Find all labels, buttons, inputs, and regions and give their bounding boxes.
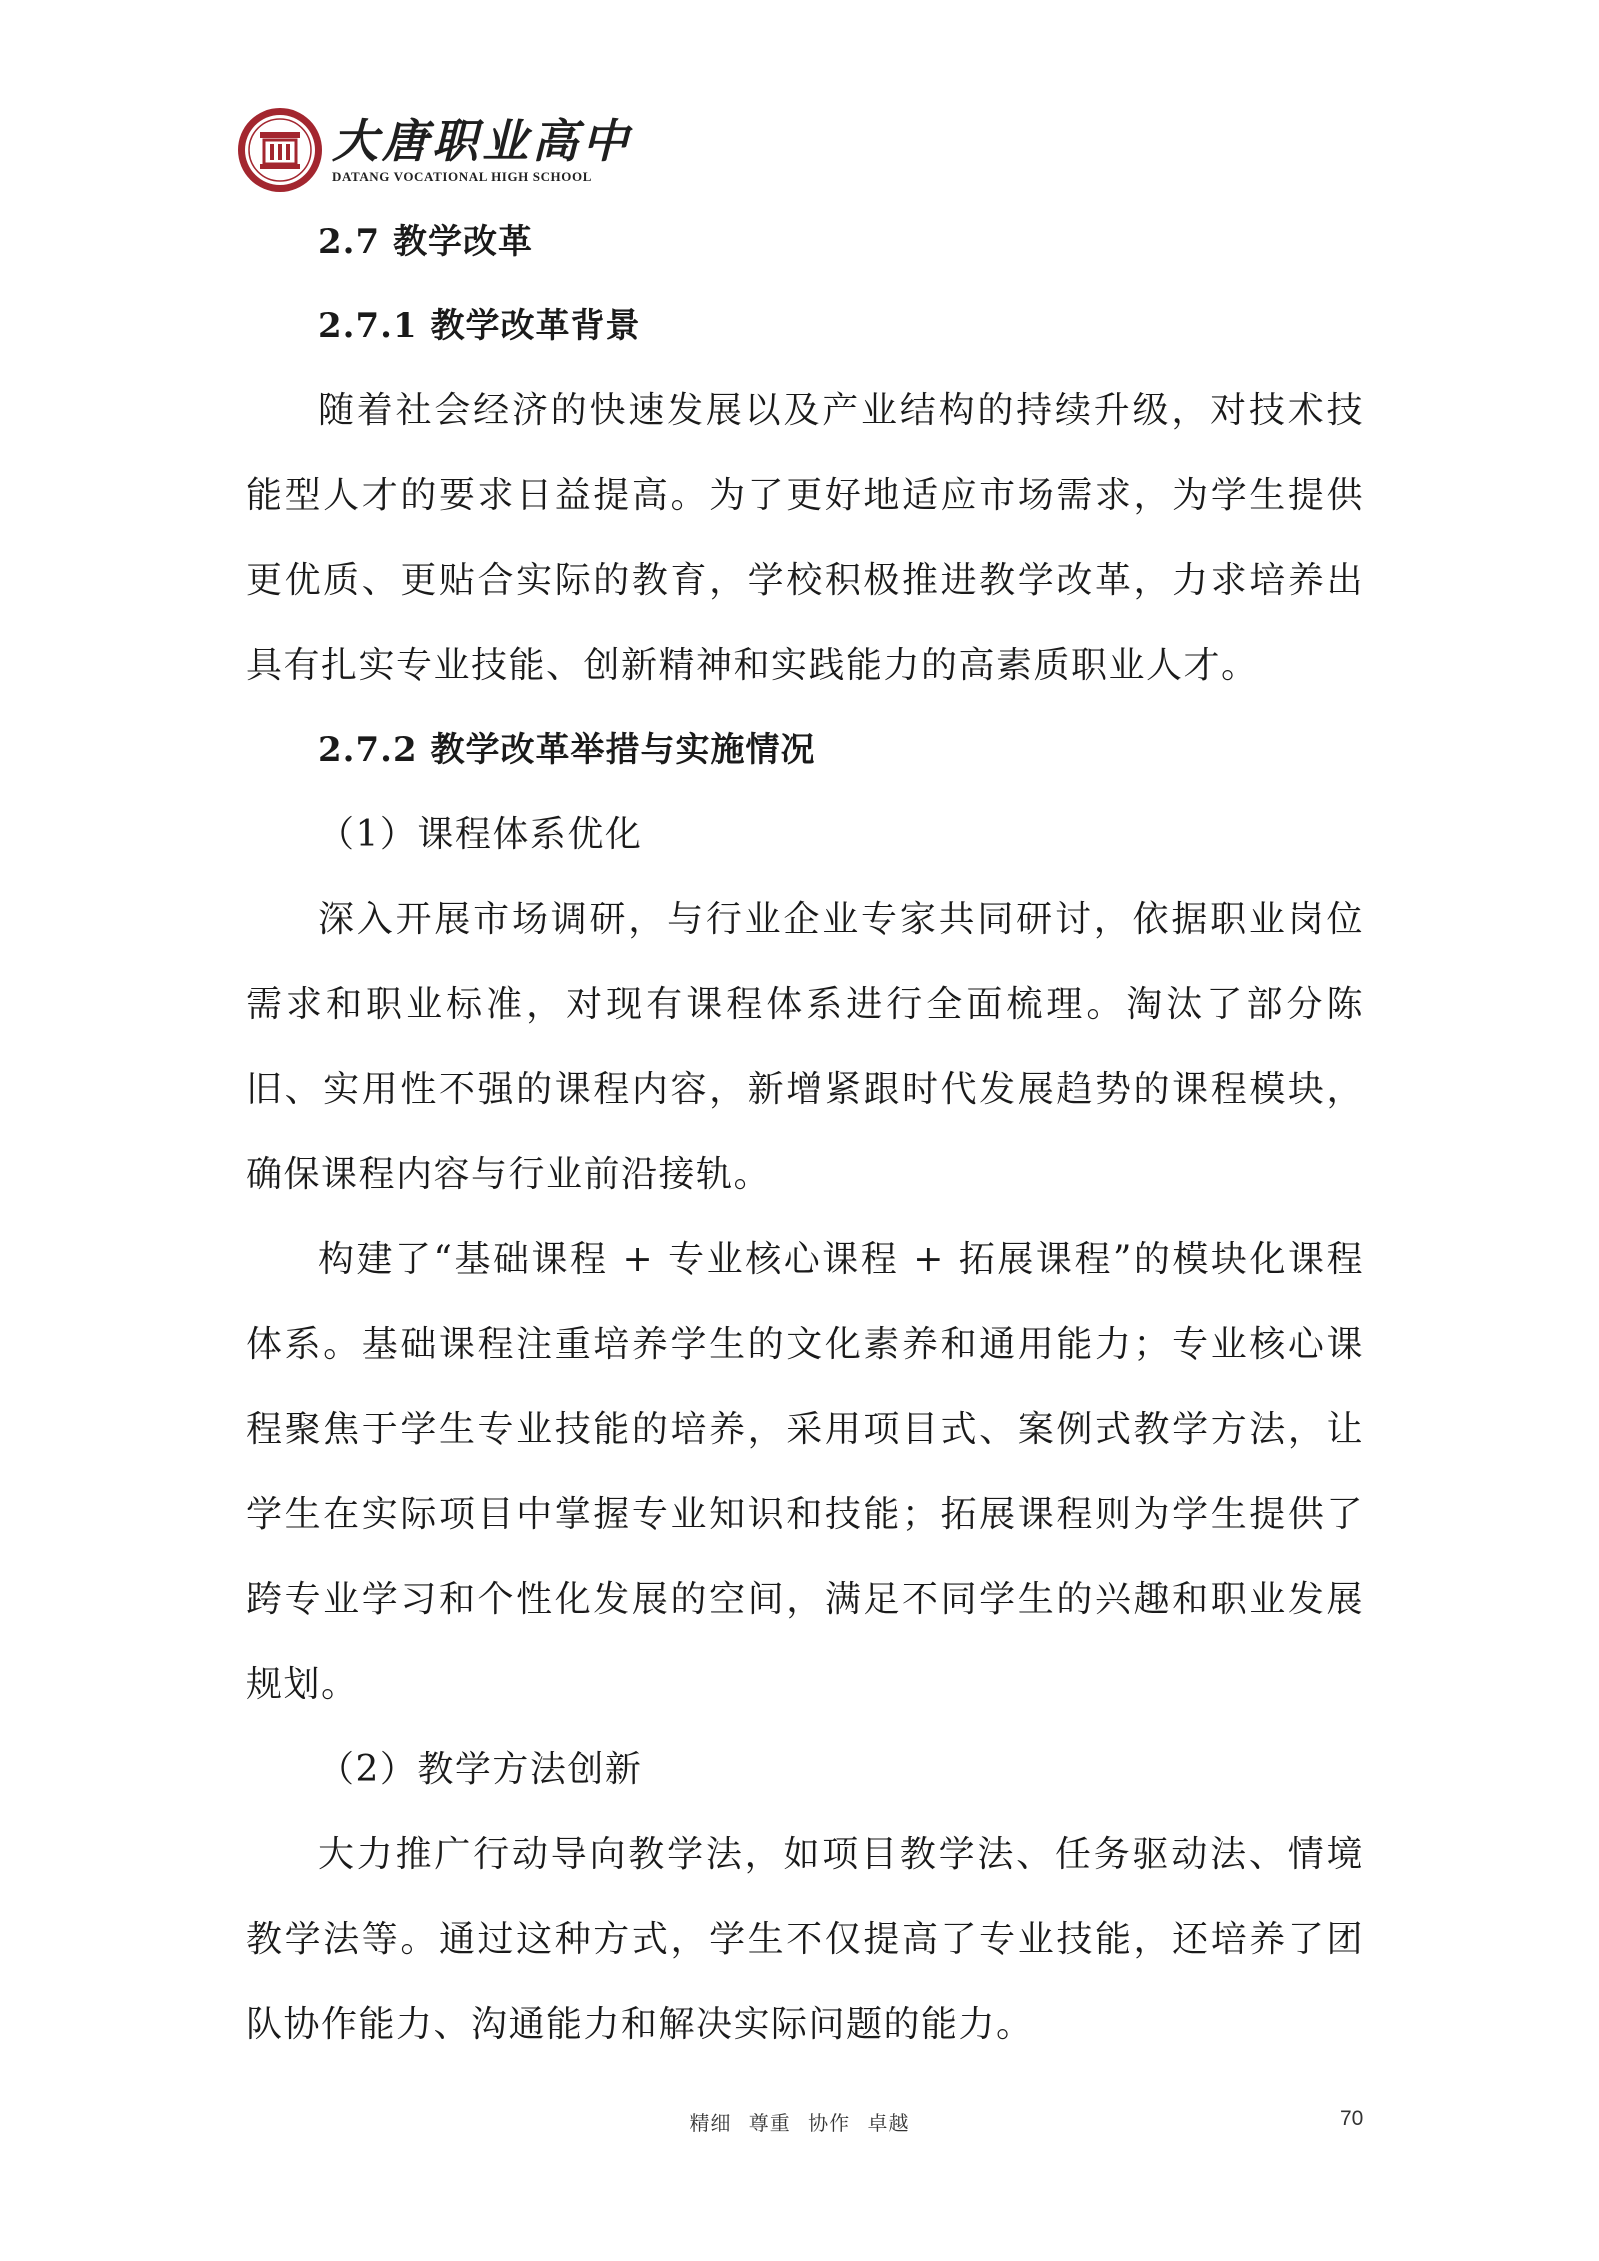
subheading-teaching-methods: （2）教学方法创新 [318, 1749, 643, 1790]
school-name-cn: 大唐职业高中 [332, 114, 632, 168]
paragraph-background: 随着社会经济的快速发展以及产业结构的持续升级，对技术技能型人才的要求日益提高。为了更好地适应市场需求，为学生提供更优质、更贴合实际的教育，学校积极推进教学改革，力求培养出具有扎实专业技能、创新精神和实践能力的高素质职业人才。 [246, 390, 1364, 686]
subheading-course-system: （1）课程体系优化 [318, 814, 643, 855]
footer-motto: 精细 尊重 协作 卓越 [689, 2111, 910, 2135]
section-heading-2-7: 2.7 教学改革 [318, 222, 533, 262]
paragraph-teaching-methods: 大力推广行动导向教学法，如项目教学法、任务驱动法、情境教学法等。通过这种方式，学生不仅提高了专业技能，还培养了团队协作能力、沟通能力和解决实际问题的能力。 [246, 1834, 1364, 2045]
page-number: 70 [1340, 2107, 1364, 2130]
document-body [246, 200, 1364, 2067]
school-header [236, 102, 632, 198]
section-heading-2-7-1: 2.7.1 教学改革背景 [318, 306, 641, 346]
logo-text [332, 115, 632, 185]
school-name-en: DATANG VOCATIONAL HIGH SCHOOL [332, 169, 592, 184]
school-emblem-icon [236, 106, 324, 194]
section-heading-2-7-2: 2.7.2 教学改革举措与实施情况 [318, 730, 816, 770]
paragraph-course-modules: 构建了“基础课程 + 专业核心课程 + 拓展课程”的模块化课程体系。基础课程注重培养学生的文化素养和通用能力；专业核心课程聚焦于学生专业技能的培养，采用项目式、案例式教学方法，让学生在实际项目中掌握专业知识和技能；拓展课程则为学生提供了跨专业学习和个性化发展的空间，满足不同学生的兴趣和职业发展规划。 [246, 1239, 1364, 1705]
paragraph-course-research: 深入开展市场调研，与行业企业专家共同研讨，依据职业岗位需求和职业标准，对现有课程体系进行全面梳理。淘汰了部分陈旧、实用性不强的课程内容，新增紧跟时代发展趋势的课程模块，确保课程内容与行业前沿接轨。 [246, 899, 1364, 1195]
